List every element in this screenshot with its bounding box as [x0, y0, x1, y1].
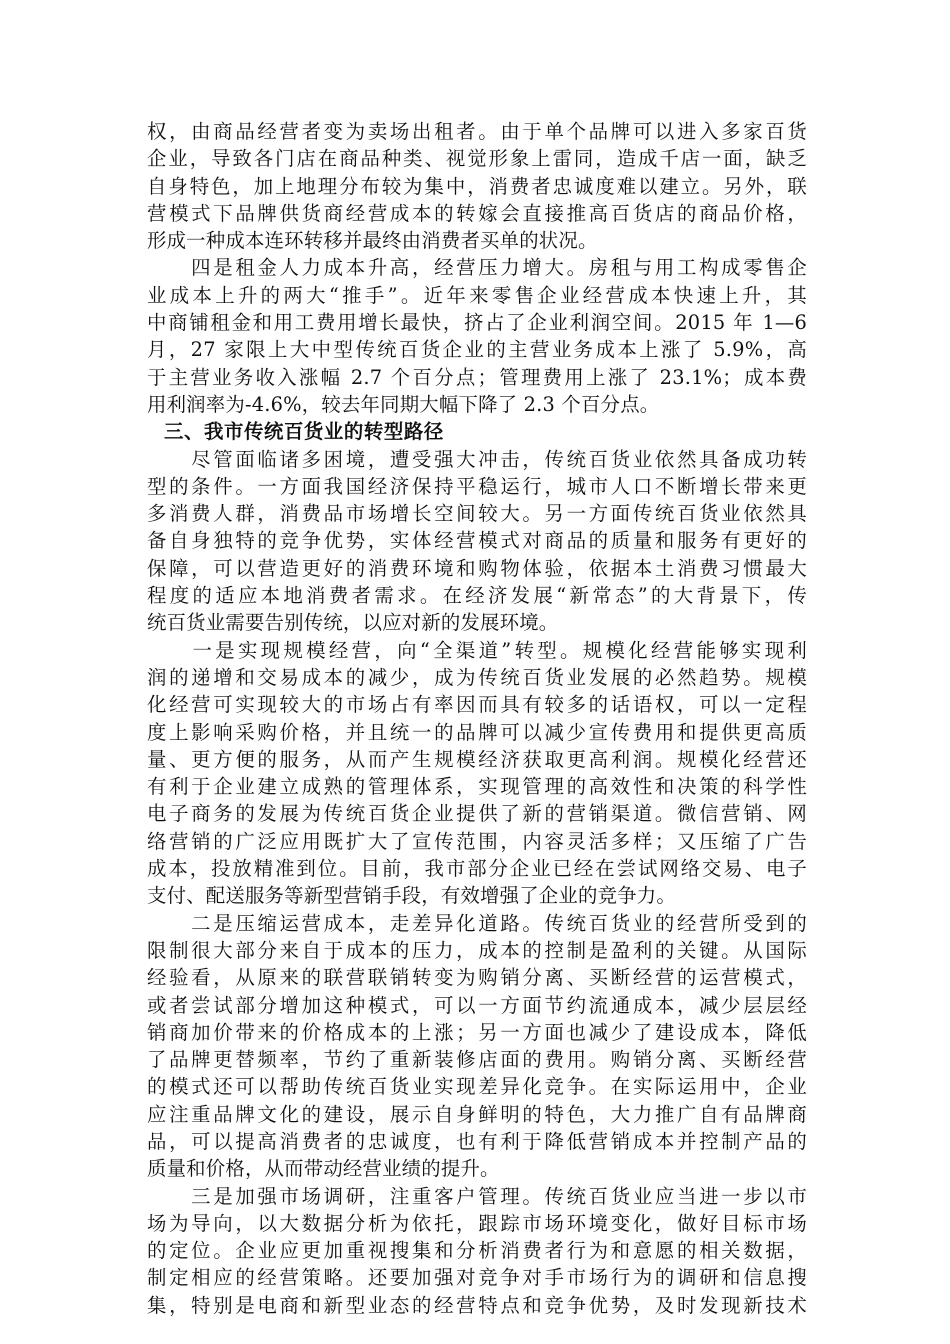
text-line: 质量和价格，从而带动经营业绩的提升。 [147, 1157, 500, 1181]
text-line: 多消费人群，消费品市场增长空间较大。另一方面传统百货业依然具 [147, 502, 807, 526]
text-line: 保障，可以营造更好的消费环境和购物体验，依据本土消费习惯最大 [147, 556, 807, 580]
text-line: 销商加价带来的价格成本的上涨；另一方面也减少了建设成本，降低 [147, 1020, 807, 1044]
text-line: 或者尝试部分增加这种模式，可以一方面节约流通成本，减少层层经 [147, 993, 807, 1017]
text-line: 支付、配送服务等新型营销手段，有效增强了企业的竞争力。 [147, 884, 676, 908]
text-line: 成本，投放精准到位。目前，我市部分企业已经在尝试网络交易、电子 [147, 857, 807, 881]
text-line: 四是租金人力成本升高，经营压力增大。房租与用工构成零售企 [147, 256, 807, 280]
text-line: 的定位。企业应更加重视搜集和分析消费者行为和意愿的相关数据， [147, 1239, 807, 1263]
text-line: 尽管面临诸多困境，遭受强大冲击，传统百货业依然具备成功转 [147, 447, 807, 471]
text-line: 程度的适应本地消费者需求。在经济发展“新常态”的大背景下，传 [147, 584, 807, 608]
text-line: 了品牌更替频率，节约了重新装修店面的费用。购销分离、买断经营 [147, 1048, 807, 1072]
section-heading: 三、我市传统百货业的转型路径 [164, 420, 444, 444]
text-line: 化经营可实现较大的市场占有率因而具有较多的话语权，可以一定程 [147, 693, 807, 717]
text-line: 经验看，从原来的联营联销转变为购销分离、买断经营的运营模式， [147, 966, 807, 990]
text-line: 自身特色，加上地理分布较为集中，消费者忠诚度难以建立。另外，联 [147, 174, 807, 198]
text-line: 有利于企业建立成熟的管理体系，实现管理的高效性和决策的科学性 [147, 775, 807, 799]
text-line: 限制很大部分来自于成本的压力，成本的控制是盈利的关键。从国际 [147, 938, 807, 962]
text-line: 于主营业务收入涨幅 2.7 个百分点；管理费用上涨了 23.1%；成本费 [147, 365, 807, 389]
text-line: 营模式下品牌供货商经营成本的转嫁会直接推高百货店的商品价格， [147, 201, 807, 225]
text-line: 一是实现规模经营，向“全渠道”转型。规模化经营能够实现利 [147, 638, 807, 662]
text-line: 三是加强市场调研，注重客户管理。传统百货业应当进一步以市 [147, 1184, 807, 1208]
text-line: 络营销的广泛应用既扩大了宣传范围，内容灵活多样；又压缩了广告 [147, 829, 807, 853]
text-line: 形成一种成本连环转移并最终由消费者买单的状况。 [147, 229, 598, 253]
text-line: 的模式还可以帮助传统百货业实现差异化竞争。在实际运用中，企业 [147, 1075, 807, 1099]
text-line: 月，27 家限上大中型传统百货企业的主营业务成本上涨了 5.9%，高 [147, 338, 807, 362]
text-line: 二是压缩运营成本，走差异化道路。传统百货业的经营所受到的 [147, 911, 807, 935]
text-line: 品，可以提高消费者的忠诚度，也有利于降低营销成本并控制产品的 [147, 1129, 807, 1153]
text-line: 应注重品牌文化的建设，展示自身鲜明的特色，大力推广自有品牌商 [147, 1102, 807, 1126]
text-line: 权，由商品经营者变为卖场出租者。由于单个品牌可以进入多家百货 [147, 120, 807, 143]
text-line: 制定相应的经营策略。还要加强对竞争对手市场行为的调研和信息搜 [147, 1266, 807, 1290]
document-page [147, 118, 807, 1319]
text-line: 型的条件。一方面我国经济保持平稳运行，城市人口不断增长带来更 [147, 474, 807, 498]
text-line: 企业，导致各门店在商品种类、视觉形象上雷同，造成千店一面，缺乏 [147, 147, 807, 171]
text-line: 业成本上升的两大“推手”。近年来零售企业经营成本快速上升，其 [147, 283, 807, 307]
text-line: 电子商务的发展为传统百货企业提供了新的营销渠道。微信营销、网 [147, 802, 807, 826]
text-line: 量、更方便的服务，从而产生规模经济获取更高利润。规模化经营还 [147, 747, 807, 771]
text-line: 场为导向，以大数据分析为依托，跟踪市场环境变化，做好目标市场 [147, 1211, 807, 1235]
text-line: 集，特别是电商和新型业态的经营特点和竞争优势，及时发现新技术 [147, 1293, 807, 1317]
text-line: 用利润率为-4.6%，较去年同期大幅下降了 2.3 个百分点。 [147, 392, 660, 416]
text-line: 度上影响采购价格，并且统一的品牌可以减少宣传费用和提供更高质 [147, 720, 807, 744]
text-line: 润的递增和交易成本的减少，成为传统百货业发展的必然趋势。规模 [147, 665, 807, 689]
text-line: 备自身独特的竞争优势，实体经营模式对商品的质量和服务有更好的 [147, 529, 807, 553]
text-line: 统百货业需要告别传统，以应对新的发展环境。 [147, 611, 559, 635]
text-line: 中商铺租金和用工费用增长最快，挤占了企业利润空间。2015 年 1—6 [147, 311, 807, 335]
